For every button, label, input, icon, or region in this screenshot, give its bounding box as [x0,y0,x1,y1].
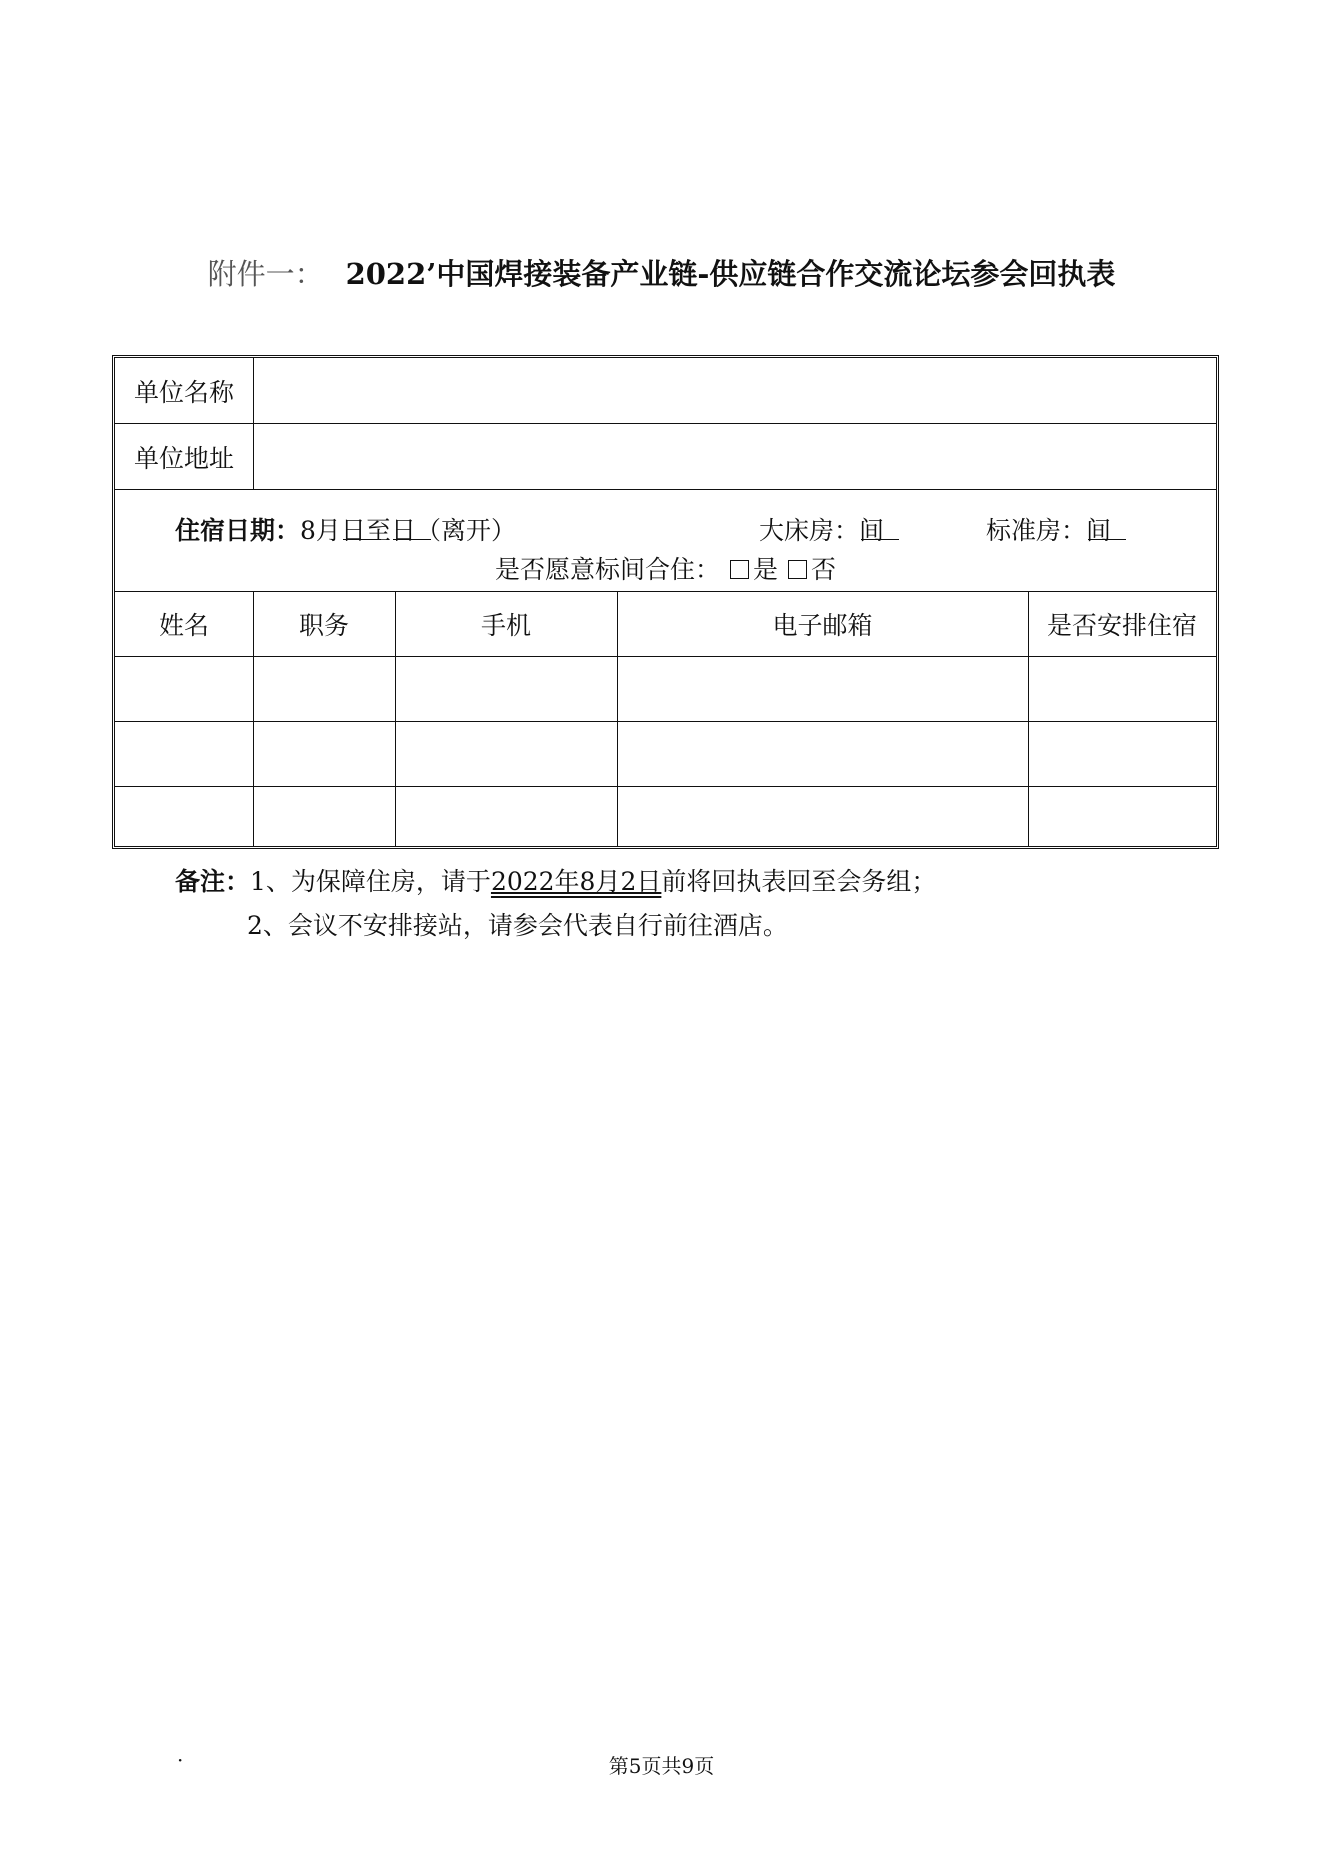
divider [253,591,254,846]
table-cell[interactable] [617,657,1028,721]
table-row [115,722,1216,786]
column-header-accommodation: 是否安排住宿 [1046,611,1197,640]
standard-room-count-input[interactable] [1088,517,1126,540]
big-bed-count-input[interactable] [861,517,899,540]
note-1-deadline: 2022年8月2日 [490,867,662,896]
column-header-name: 姓名 [158,611,209,640]
column-header-phone: 手机 [480,611,531,640]
big-bed-unit: 间 [859,516,885,545]
table-cell[interactable] [1028,722,1216,786]
table-cell[interactable] [115,787,253,846]
table-cell[interactable] [253,657,395,721]
share-room-line [115,550,1216,592]
share-yes-label: 是 [752,555,778,584]
divider [1028,591,1029,846]
table-cell[interactable] [253,722,395,786]
big-bed-label: 大床房： [759,516,860,545]
unit-address-row [115,424,1216,489]
unit-address-label: 单位地址 [133,443,234,473]
note-line-2: 2、会议不安排接站，请参会代表自行前往酒店。 [247,911,788,940]
share-room-question: 是否愿意标间合住： [494,555,720,584]
table-cell[interactable] [395,787,617,846]
divider [253,358,254,489]
divider [395,591,396,846]
standard-room-unit: 间 [1086,516,1112,545]
note-1-after: 前将回执表回至会务组； [661,867,937,896]
table-row [115,657,1216,721]
divider [617,591,618,846]
table-cell[interactable] [617,722,1028,786]
column-header-email: 电子邮箱 [772,611,873,640]
unit-name-label: 单位名称 [133,377,234,407]
unit-address-input[interactable] [253,424,1216,489]
note-1-before: 1、为保障住房，请于 [250,867,491,896]
table-cell[interactable] [395,722,617,786]
title-main: 2022’中国焊接装备产业链-供应链合作交流论坛参会回执表 [345,257,1116,291]
stay-date-label: 住宿日期： [175,516,301,545]
notes [175,860,936,948]
share-no-label: 否 [811,555,837,584]
registration-form [112,355,1219,849]
stay-from-day-input[interactable] [343,517,381,540]
footer-bullet: · [177,1748,184,1772]
unit-name-input[interactable] [253,358,1216,423]
table-cell[interactable] [1028,657,1216,721]
table-cell[interactable] [395,657,617,721]
stay-dates-line [115,505,1216,549]
table-cell[interactable] [1028,787,1216,846]
stay-to-day-input[interactable] [393,517,431,540]
share-yes-checkbox[interactable] [730,560,749,579]
page-title [0,252,1323,293]
share-no-checkbox[interactable] [788,560,807,579]
table-cell[interactable] [253,787,395,846]
notes-label: 备注： [175,867,251,896]
page-number: 第5页共9页 [608,1754,715,1778]
note-line-1 [175,860,936,904]
standard-room-label: 标准房： [986,516,1087,545]
table-cell[interactable] [115,722,253,786]
column-header-position: 职务 [298,611,349,640]
title-prefix: 附件一： [207,257,324,291]
table-cell[interactable] [617,787,1028,846]
table-cell[interactable] [115,657,253,721]
stay-to-suffix: 日（离开） [390,516,516,545]
table-row [115,787,1216,846]
stay-from-suffix: 日至 [340,516,391,545]
divider [115,489,1216,490]
stay-month: 8月 [300,516,341,545]
table-header-row [115,592,1216,656]
unit-name-row [115,358,1216,423]
